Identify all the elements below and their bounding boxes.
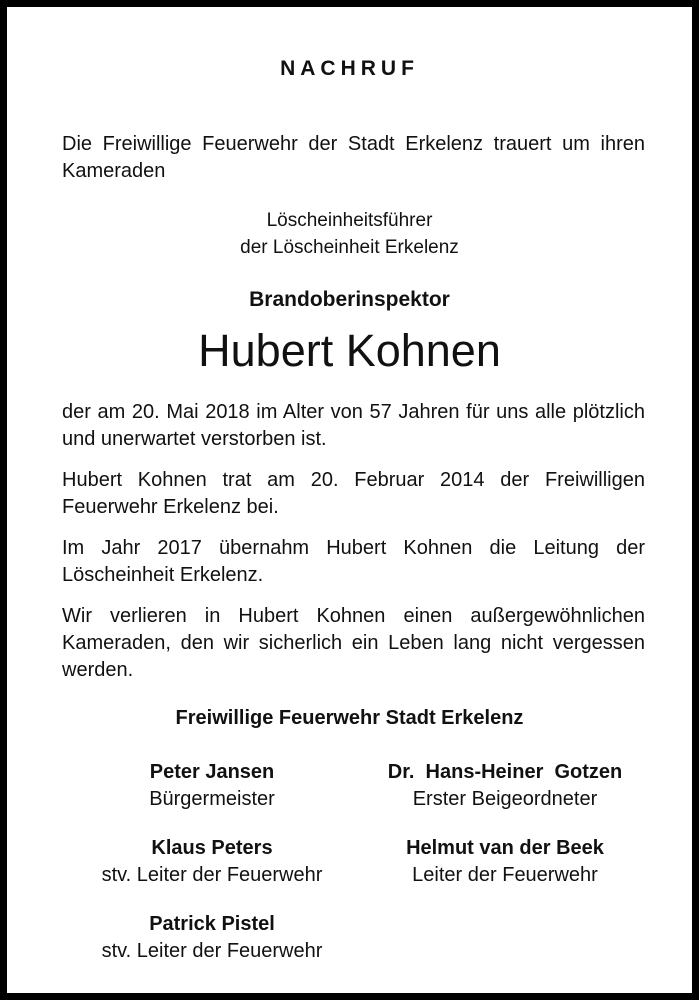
signatory-name: Dr. Hans-Heiner Gotzen: [387, 761, 623, 783]
signatory-name: Helmut van der Beek: [406, 837, 604, 859]
signatory-name: Peter Jansen: [149, 761, 275, 783]
deceased-name: Hubert Kohnen: [198, 325, 501, 376]
paragraph-death: der am 20. Mai 2018 im Alter von 57 Jahren für uns alle plötzlich und unerwartet verstorben ist.: [62, 401, 645, 450]
signatory: [67, 835, 357, 889]
signatory: [360, 759, 650, 813]
position-unit: der Löscheinheit Erkelenz: [240, 237, 459, 258]
intro-text: Die Freiwillige Feuerwehr der Stadt Erkelenz trauert um ihren Kameraden: [62, 133, 645, 182]
paragraph-tribute: Wir verlieren in Hubert Kohnen einen außergewöhnlichen Kameraden, den wir sicherlich ein Leben lang nicht vergessen werden.: [62, 605, 645, 681]
signatory: [67, 911, 357, 965]
signatory-role: Leiter der Feuerwehr: [412, 864, 598, 886]
position-block: [7, 207, 692, 261]
signatory-role: stv. Leiter der Feuerwehr: [101, 940, 323, 962]
signatory-name: Klaus Peters: [151, 837, 273, 859]
page-title: NACHRUF: [280, 57, 419, 80]
signatory: [67, 759, 357, 813]
position-title: Löscheinheitsführer: [266, 210, 433, 231]
paragraph-leadership: Im Jahr 2017 übernahm Hubert Kohnen die Leitung der Löscheinheit Erkelenz.: [62, 537, 645, 586]
paragraph-joined: Hubert Kohnen trat am 20. Februar 2014 der Freiwilligen Feuerwehr Erkelenz bei.: [62, 469, 645, 518]
signatory: [360, 835, 650, 889]
signatory-role: stv. Leiter der Feuerwehr: [101, 864, 323, 886]
signatory-role: Bürgermeister: [149, 788, 275, 810]
rank-title: Brandoberinspektor: [249, 288, 450, 311]
organization-name: Freiwillige Feuerwehr Stadt Erkelenz: [175, 707, 524, 729]
signatory-name: Patrick Pistel: [149, 913, 275, 935]
signatory-role: Erster Beigeordneter: [412, 788, 598, 810]
